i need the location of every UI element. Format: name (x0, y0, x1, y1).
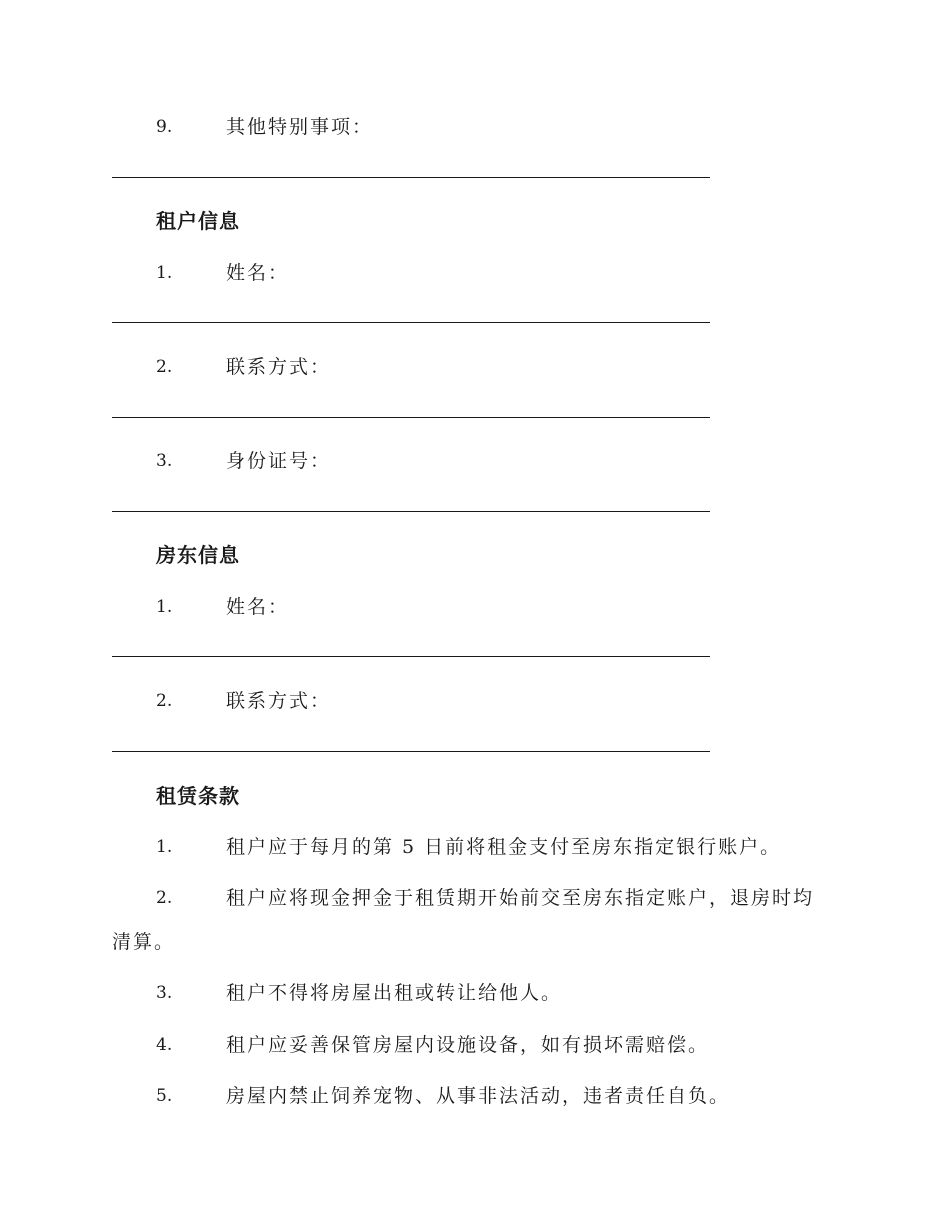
item-text: 姓名： (226, 596, 290, 618)
item-number: 2. (156, 888, 173, 908)
item-text: 联系方式： (226, 356, 332, 378)
item-number: 3. (156, 983, 173, 1003)
fill-in-line[interactable] (112, 322, 710, 323)
item-text: 联系方式： (226, 690, 332, 712)
item-number: 1. (156, 837, 173, 857)
item-text-continuation: 清算。 (112, 931, 176, 953)
section-heading-landlord: 房东信息 (156, 543, 240, 567)
item-number: 4. (156, 1035, 173, 1055)
item-number: 1. (156, 597, 173, 617)
fill-in-line[interactable] (112, 511, 710, 512)
item-number: 2. (156, 691, 173, 711)
fill-in-line[interactable] (112, 177, 710, 178)
fill-in-line[interactable] (112, 751, 710, 752)
item-number: 3. (156, 451, 173, 471)
item-number: 9. (156, 117, 173, 137)
item-text: 租户应于每月的第 5 日前将租金支付至房东指定银行账户。 (226, 836, 782, 858)
fill-in-line[interactable] (112, 656, 710, 657)
section-heading-terms: 租赁条款 (156, 784, 240, 808)
item-text: 租户不得将房屋出租或转让给他人。 (226, 982, 563, 1004)
item-number: 5. (156, 1086, 173, 1106)
item-number: 2. (156, 357, 173, 377)
section-heading-tenant: 租户信息 (156, 209, 240, 233)
item-number: 1. (156, 263, 173, 283)
item-text: 姓名： (226, 262, 290, 284)
item-text: 身份证号： (226, 450, 332, 472)
item-text: 房屋内禁止饲养宠物、从事非法活动，违者责任自负。 (226, 1085, 731, 1107)
fill-in-line[interactable] (112, 417, 710, 418)
item-text: 租户应将现金押金于租赁期开始前交至房东指定账户，退房时均 (226, 887, 815, 909)
item-text: 其他特别事项： (226, 116, 374, 138)
item-text: 租户应妥善保管房屋内设施设备，如有损坏需赔偿。 (226, 1034, 710, 1056)
